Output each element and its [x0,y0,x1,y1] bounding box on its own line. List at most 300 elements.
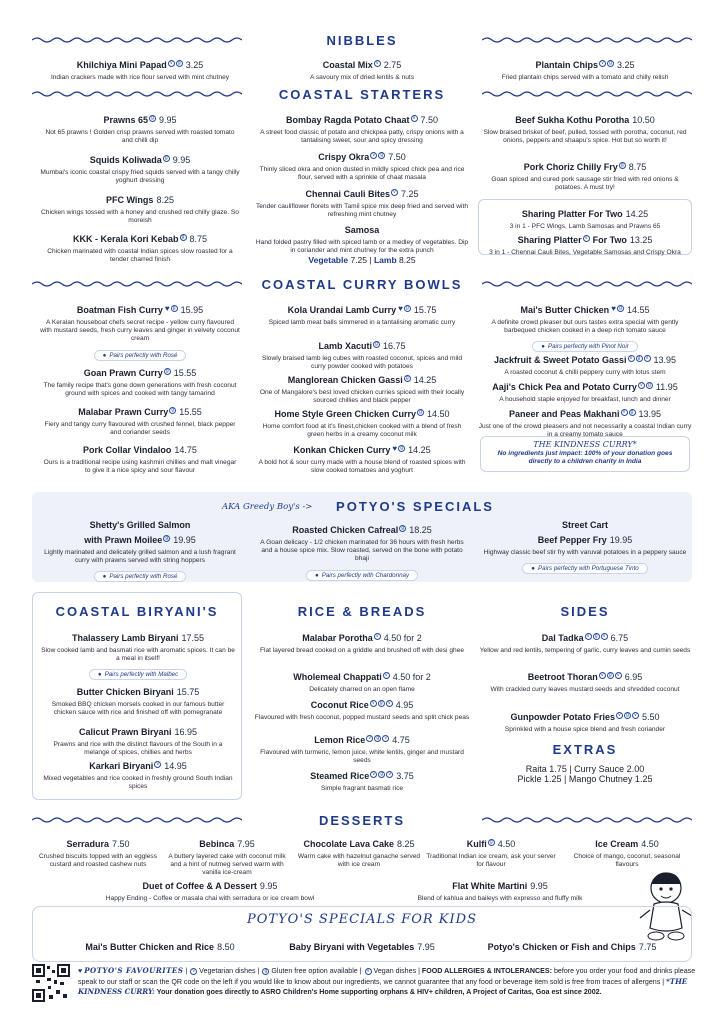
item-description: Warm cake with hazelnut ganache served with ice cream [297,853,421,869]
menu-item[interactable] [478,707,692,734]
gluten-free-icon: g [607,60,614,67]
vegan-icon: v [374,60,381,67]
item-description: Happy Ending - Coffee or masala chai with serradura or ice cream bowl [105,895,315,902]
item-price: 9.95 [172,155,191,165]
dietary-icon: g [646,382,653,389]
item-name: Konkan Chicken Curry [293,445,391,455]
menu-item[interactable] [478,110,692,145]
item-name: Beetroot Thoran [527,672,598,682]
dietary-icon: v [628,355,635,362]
dietary-icon: g [180,234,187,241]
item-description: Flavoured with fresh coconut, popped mustard seeds and split chick peas [254,714,470,721]
item-price: 6.75 [610,633,629,643]
item-price: 9.95 [530,881,548,891]
menu-item[interactable] [40,229,240,264]
item-name: Samosa [344,225,380,235]
item-name: Goan Prawn Curry [83,368,163,378]
item-price: 8.75 [189,234,208,244]
menu-item[interactable] [162,834,292,878]
item-price: 15.55 [179,407,202,417]
wine-pairing-badge: ● Pairs perfectly with Rosé [94,350,187,361]
item-name: Chennai Cauli Bites [305,189,390,199]
starters-heading: COASTAL STARTERS [278,87,446,102]
item-price: 5.50 [641,712,660,722]
menu-item[interactable] [40,722,236,757]
dietary-icon: g [171,305,178,312]
item-name: Bombay Ragda Potato Chaat [285,115,410,125]
item-name: Butter Chicken Biryani [76,687,174,697]
dietary-icon: g [378,771,385,778]
menu-item[interactable] [478,230,692,257]
menu-item[interactable] [254,300,470,327]
item-price: 4.50 for 2 [383,633,422,643]
menu-item[interactable] [40,402,240,437]
menu-item[interactable] [254,667,470,694]
menu-item[interactable] [478,520,692,575]
menu-item[interactable] [254,520,470,582]
item-price: 19.95 [609,535,633,545]
item-name: Mai's Butter Chicken and Rice [85,942,215,952]
item-description: Chicken marinated with coastal Indian spices slow roasted for a tender charred finish [47,248,233,264]
item-name: Thalassery Lamb Biryani [71,633,179,643]
menu-item[interactable] [60,937,260,955]
menu-item[interactable] [380,876,620,903]
dietary-icon: g [607,672,614,679]
dietary-icon: g [378,152,385,159]
item-name: Plantain Chips [535,60,598,70]
item-price: 19.95 [173,535,196,545]
dietary-icon: v [154,761,161,768]
item-description: Highway classic beef stir fry with varuval potatoes in a peppery sauce [483,549,687,556]
item-price: 6.95 [624,672,643,682]
item-description: A definite crowd pleaser but ours tastes extra special with gently barbequed chicken cooked in a deep rich tomato sauce [491,319,679,335]
menu-item[interactable] [254,695,470,722]
item-price: 14.95 [164,761,187,771]
item-price: 11.95 [655,382,678,392]
extras-list[interactable] [478,764,692,784]
item-description: Slowly braised lamb leg cubes with roasted coconut, spices and mild curry powder cooked with potatoes [261,355,463,371]
menu-item[interactable] [262,55,462,82]
vegan-icon: v [365,968,372,975]
item-name: Sharing Platter [517,235,582,245]
item-name: Prawns 65 [103,115,148,125]
menu-item[interactable] [426,834,556,869]
pin-icon: ● [531,565,536,573]
item-description: Blend of kahlua and baileys with expresso and fluffy milk [417,895,583,902]
menu-item[interactable] [478,300,692,353]
menu-item[interactable] [254,184,470,219]
menu-item[interactable] [478,377,692,404]
menu-item[interactable] [80,876,340,903]
item-price: 8.50 [217,942,235,952]
item-price: 14.50 [427,409,450,419]
dietary-icon: v [644,355,651,362]
menu-item[interactable] [478,628,692,655]
item-name: PFC Wings [106,195,154,205]
menu-item[interactable] [40,55,240,82]
item-price: 4.50 [497,839,516,849]
item-name: Pickle 1.25 | Mango Chutney 1.25 [517,774,653,784]
menu-item[interactable] [254,110,470,145]
menu-item[interactable] [40,300,240,362]
item-description: Not 65 prawns ! Golden crisp prawns served with roasted tomato and chilli dip [45,129,235,145]
item-description: Slow cooked lamb and basmati rice with aromatic spices. It can be a meal in itself! [41,647,235,663]
item-price: 7.50 [420,115,439,125]
item-price: 14.75 [174,445,197,455]
menu-item[interactable] [562,834,692,869]
heart-icon: ♥ [164,304,170,314]
item-name: Lemon Rice [314,735,366,745]
item-name: Sharing Platter For Two [521,209,623,219]
menu-item[interactable] [40,520,240,583]
dietary-icon: v [599,672,606,679]
item-name: Raita 1.75 | Curry Sauce 2.00 [525,764,645,774]
item-name: Kulfi [466,839,487,849]
veg-icon: v [190,968,197,975]
item-name: Ice Cream [595,839,639,849]
menu-item[interactable] [254,628,470,655]
footer-notes: ♥ POTYO'S FAVOURITES | v Vegetarian dishes | g Gluten free option available | v Vegan dishes | FOOD ALLERGIES & INTOLERANCES: before you order your food and drinks please speak to our staff or scan the QR code on the left if you would like to know about our ingredients, we cannot guarantee that any food or beverage item sold is free from traces of allergens | *THE KINDNESS CURRY: Your donation goes directly to ASRO Children's Home supporting orphans & HIV+ children, A Project of Caritas, Goa est since 2002. [78,966,696,996]
item-name: Coastal Mix [322,60,373,70]
item-name: Beef Sukha Kothu Porotha [515,115,630,125]
item-description: Goan spiced and cured pork sausage stir fried with red onions & potatoes. A must try! [491,176,679,192]
item-name: Dal Tadka [541,633,584,643]
item-description: 3 in 1 - Chennai Cauli Bites, Vegetable Samosas and Crispy Okra [489,249,681,256]
curry-bowls-heading: COASTAL CURRY BOWLS [261,277,463,292]
item-price: 16.95 [174,727,198,737]
menu-item[interactable] [40,628,236,681]
menu-item[interactable] [254,766,470,793]
item-price: 2.75 [383,60,402,70]
dietary-icon: v [370,152,377,159]
dietary-icon: g [629,409,636,416]
item-name: Calicut Prawn Biryani [78,727,172,737]
wine-pairing-badge: ● Pairs perfectly with Chardonnay [306,570,418,581]
item-name: Bebinca [199,839,235,849]
pin-icon: ● [541,343,545,351]
item-price: 7.95 [237,839,255,849]
item-description: Lightly marinated and delicately grilled salmon and a lush fragrant curry with prawns served with string hoppers [44,549,236,565]
item-description: Flat layered bread cooked on a griddle and brushed off with desi ghee [259,647,465,654]
item-name: Baby Biryani with Vegetables [289,942,415,952]
item-price: 4.50 for 2 [392,672,431,682]
qr-code[interactable] [32,964,70,1002]
item-price: 10.50 [632,115,655,125]
item-name: Wholemeal Chappati [293,672,382,682]
menu-item[interactable] [254,440,470,475]
wine-pairing-badge: ● Pairs perfectly with Pinot Noir [532,341,638,352]
menu-item[interactable] [36,834,160,869]
dietary-icon: v [386,771,393,778]
dietary-icon: v [386,700,393,707]
menu-item[interactable] [254,730,470,765]
item-description: One of Mangalore's best loved chicken curries spiced with their locally sourced chillies and black pepper [259,389,465,405]
item-description: Delicately charred on an open flame [309,686,415,693]
item-price: 7.25 [400,189,419,199]
aka-label: AKA Greedy Boy's -> [222,502,313,512]
dietary-icon: v [632,712,639,719]
item-description: With crackled curry leaves mustard seeds and shredded coconut [490,686,680,693]
menu-item[interactable] [294,834,424,869]
gluten-free-icon: g [176,60,183,67]
item-description: A buttery layered cake with coconut milk and a hint of nutmeg served warm with vanilla ice-cream [168,853,286,877]
item-description: Yellow and red lentils, tempering of garlic, curry leaves and cumin seeds [479,647,691,654]
item-price: 13.25 [629,235,653,245]
menu-item[interactable] [254,404,470,439]
item-name: Pork Choriz Chilly Fry [523,162,618,172]
item-description: Hand folded pastry filled with spiced lamb or a medley of vegetables. Dip in coriander and mint chutney for the extra punch [255,239,469,255]
dietary-icon: g [488,839,495,846]
dietary-icon: g [163,155,170,162]
item-description: 3 in 1 - PFC Wings, Lamb Samosas and Prawns 65 [509,223,661,230]
wine-pairing-badge: ● Pairs perfectly with Portuguese Tinto [522,563,647,574]
dietary-icon: g [398,445,405,452]
dietary-icon: v [585,633,592,640]
item-description: The family recipe that's gone down generations with fresh coconut ground with spices and cooked with tangy tamarind [43,382,237,398]
item-name: Squids Koliwada [89,155,162,165]
item-price: 3.25 [185,60,204,70]
item-price: 8.25 [397,839,415,849]
dietary-icon: g [378,700,385,707]
veg-icon: v [599,60,606,67]
item-price: 14.25 [408,445,431,455]
item-description: A Goan delicacy - 1/2 chicken marinated for 36 hours with fresh herbs and a house spice mix. Slow roasted, served on the bone with potato bhaji [260,539,464,563]
item-description: Indian crackers made with rice flour served with mint chutney [50,74,230,81]
item-name: Malabar Porotha [302,633,373,643]
extras-heading: EXTRAS [552,742,618,757]
item-price: 16.75 [382,341,406,351]
item-price: 9.95 [159,115,177,125]
item-name: Flat White Martini [452,881,528,891]
item-name: Mai's Butter Chicken [520,305,610,315]
heart-icon: ♥ [611,304,616,314]
biryani-heading: COASTAL BIRYANI'S [55,604,219,619]
menu-item[interactable] [478,157,692,192]
item-description: Home comfort food at it's finest,chicken cooked with a blend of fresh green herbs in a creamy coconut milk [262,423,462,439]
item-name: Pork Collar Vindaloo [83,445,172,455]
dietary-icon: g [619,162,626,169]
dietary-icon: g [149,115,156,122]
dietary-icon: v [382,735,389,742]
dietary-icon: g [417,409,424,416]
item-description: A household staple enjoyed for breakfast, lunch and dinner [499,396,671,403]
item-description: Prawns and rice with the distinct flavours of the South in a melange of spices, chillies and herbs [53,741,223,757]
item-description: A Keralan houseboat chefs secret recipe - yellow curry flavoured with mustard seeds, fresh curry leaves and ginger in velvety coconut cream [40,319,240,343]
item-price: 4.75 [392,735,410,745]
item-name: Chocolate Lava Cake [303,839,394,849]
specials-heading: POTYO'S SPECIALS [336,499,494,514]
dietary-icon: v [583,235,590,242]
item-name: Paneer and Peas Makhani [508,409,620,419]
item-name: Coconut Rice [310,700,369,710]
item-price: 17.55 [181,633,205,643]
menu-item[interactable] [262,937,462,955]
desserts-heading: DESSERTS [318,813,406,828]
dietary-icon: g [399,525,406,532]
menu-item[interactable] [478,404,692,439]
item-name: Beef Pepper Fry [537,535,607,545]
dietary-icon: g [169,407,176,414]
menu-item[interactable] [478,350,692,377]
pin-icon: ● [102,351,107,359]
menu-item[interactable] [254,370,470,405]
item-price: 15.75 [176,687,200,697]
item-price: 4.95 [395,700,414,710]
item-description: Ours is a traditional recipe using kashmiri chillies and malt vinegar to give it a nice spicy and sour flavour [43,459,237,475]
item-name: Shetty's Grilled Salmon [89,520,191,530]
item-name: Boatman Fish Curry [76,305,163,315]
menu-item[interactable] [40,363,240,398]
item-description: Crushed biscuits topped with an eggless custard and roasted cashew nuts [38,853,158,869]
item-description: A street food classic of potato and chickpea patty, crispy onions with a tantalising sweet, sour and spicy dressing [260,129,464,145]
item-name: Manglorean Chicken Gassi [287,375,403,385]
item-name: Khilchiya Mini Papad [76,60,167,70]
menu-item[interactable] [462,937,682,955]
item-price: 7.50 [388,152,406,162]
item-description: Mumbai's iconic coastal crispy fried squids served with a tangy chilly yoghurt dressing [40,169,240,185]
dietary-icon: v [366,735,373,742]
item-description: Mixed vegetables and rice cooked in freshly ground South Indian spices [43,775,233,791]
dietary-icon: g [164,368,171,375]
menu-item[interactable] [478,55,692,82]
dietary-icon: v [391,189,398,196]
menu-item[interactable] [478,204,692,231]
item-description: Flavoured with turmeric, lemon juice, white lentils, ginger and mustard seeds [260,749,464,765]
wine-pairing-badge: ● Pairs perfectly with Rosé [94,571,187,582]
menu-item[interactable] [40,190,240,225]
dietary-icon: v [383,672,390,679]
item-name: Jackfruit & Sweet Potato Gassi [493,355,627,365]
item-price: 15.95 [180,305,204,315]
item-price: 15.55 [173,368,197,378]
item-description: Fiery and tangy curry flavoured with crushed fennel, black pepper and coriander seeds [44,421,236,437]
item-description: A roasted coconut & chilli peppery curry with lotus stem [504,369,666,376]
pin-icon: ● [102,573,107,581]
dietary-icon: v [370,700,377,707]
dietary-icon: g [163,535,170,542]
item-price: 7.75 [638,942,657,952]
item-description: Smoked BBQ chicken morsels cooked in our famous butter chicken sauce with rice and finished off with pomegranate [51,701,225,717]
item-description: Spiced lamb meat balls simmered in a tantalising aromatic curry [268,319,456,326]
dietary-icon: g [404,375,411,382]
sides-heading: SIDES [560,604,610,619]
item-description: Fried plantain chips served with a tomato and chilly relish [501,74,669,81]
kids-heading: POTYO'S SPECIALS FOR KIDS [247,912,477,927]
item-price: 14.25 [413,375,437,385]
item-description: Sprinkled with a house spice blend and fresh coriander [504,726,666,733]
item-name: Lamb Xacuti [318,341,372,351]
item-price: 18.25 [409,525,432,535]
samosa-prices: Vegetable 7.25 | Lamb 8.25 [308,255,416,266]
item-description: Just one of the crowd pleasers and not necessarily a coastal Indian curry in a creamy tomato sauce [478,423,692,439]
item-description: No ingredients just impact: 100% of your donation goes directly to a children charity in India [497,450,673,466]
dietary-icon: v [370,771,377,778]
dietary-icon: g [374,735,381,742]
item-name: Serradura [66,839,109,849]
dietary-icon: v [638,382,645,389]
item-name: Home Style Green Chicken Curry [274,409,417,419]
item-price: 9.95 [259,881,278,891]
dietary-icon: v [621,409,628,416]
item-price: 3.25 [616,60,635,70]
heart-icon: ♥ [392,444,398,454]
menu-item[interactable] [40,682,236,717]
menu-item[interactable] [254,147,470,182]
dietary-icon: v [615,672,622,679]
item-name: For Two [592,235,627,245]
item-name: Street Cart [561,520,608,530]
item-price: 15.75 [413,305,437,315]
menu-item[interactable] [40,756,236,791]
heart-icon: ♥ [78,967,83,975]
dietary-icon: v [601,633,608,640]
item-name: Aaji's Chick Pea and Potato Curry [492,382,637,392]
item-price: 8.25 [156,195,174,205]
menu-item[interactable] [40,150,240,185]
item-description: A savoury mix of dried lentils & nuts [309,74,415,81]
item-description: Choice of mango, coconut, seasonal flavours [573,853,681,869]
item-name: KKK - Kerala Kori Kebab [72,234,179,244]
item-name: Kola Urandai Lamb Curry [287,305,397,315]
item-name: Crispy Okra [318,152,370,162]
item-description: A bold hot & sour curry made with a house blend of roasted spices with slow cooked tomatoes and yoghurt [258,459,466,475]
kindness-curry-box[interactable]: THE KINDNESS CURRY* No ingredients just impact: 100% of your donation goes directly to a children charity in India [480,436,690,472]
heart-icon: ♥ [398,304,403,314]
item-description: Simple fragrant basmati rice [320,785,404,792]
item-name: Malabar Prawn Curry [78,407,169,417]
item-price: 13.95 [638,409,662,419]
pin-icon: ● [314,571,319,579]
item-description: Thinly sliced okra and onion dusted in mildly spiced chick pea and rice flour, served with a sprinkle of chaat masala [259,166,465,182]
veg-icon: v [168,60,175,67]
item-description: Traditional Indian ice cream, ask your server for flavour [426,853,556,869]
item-price: 4.50 [641,839,659,849]
dietary-icon: g [636,355,643,362]
menu-item[interactable] [478,667,692,694]
dietary-icon: g [593,633,600,640]
item-price: 14.55 [626,305,650,315]
wine-pairing-badge: ● Pairs perfectly with Malbec [89,669,187,680]
dietary-icon: g [617,305,624,312]
item-price: 7.95 [417,942,435,952]
item-description: Slow braised brisket of beef, pulled, tossed with porotha, coconut, red onions, peppers and shaapu's spice. Hot but so worth it! [483,129,687,145]
item-name: Duet of Coffee & A Dessert [142,881,257,891]
dietary-icon: g [624,712,631,719]
item-name: Gunpowder Potato Fries [510,712,615,722]
item-description: Tender cauliflower florets with Tamil spice mix deep fried and served with refreshing mint chutney [255,203,469,219]
menu-item[interactable] [254,220,470,265]
dietary-icon: v [411,115,418,122]
menu-item[interactable] [40,110,240,145]
pin-icon: ● [97,671,102,679]
nibbles-heading: NIBBLES [326,33,398,48]
item-price: 13.95 [653,355,677,365]
item-price: 8.75 [628,162,647,172]
dietary-icon: v [374,633,381,640]
item-name: Potyo's Chicken or Fish and Chips [487,942,636,952]
menu-item[interactable] [254,336,470,371]
item-price: 7.50 [112,839,130,849]
dietary-icon: g [373,341,380,348]
item-price: 14.25 [625,209,649,219]
gluten-free-icon: g [262,968,269,975]
item-name: with Prawn Moilee [84,535,163,545]
menu-item[interactable] [40,440,240,475]
item-name: Roasted Chicken Cafreal [292,525,399,535]
dietary-icon: g [404,305,411,312]
dietary-icon: v [616,712,623,719]
item-name: Steamed Rice [310,771,370,781]
